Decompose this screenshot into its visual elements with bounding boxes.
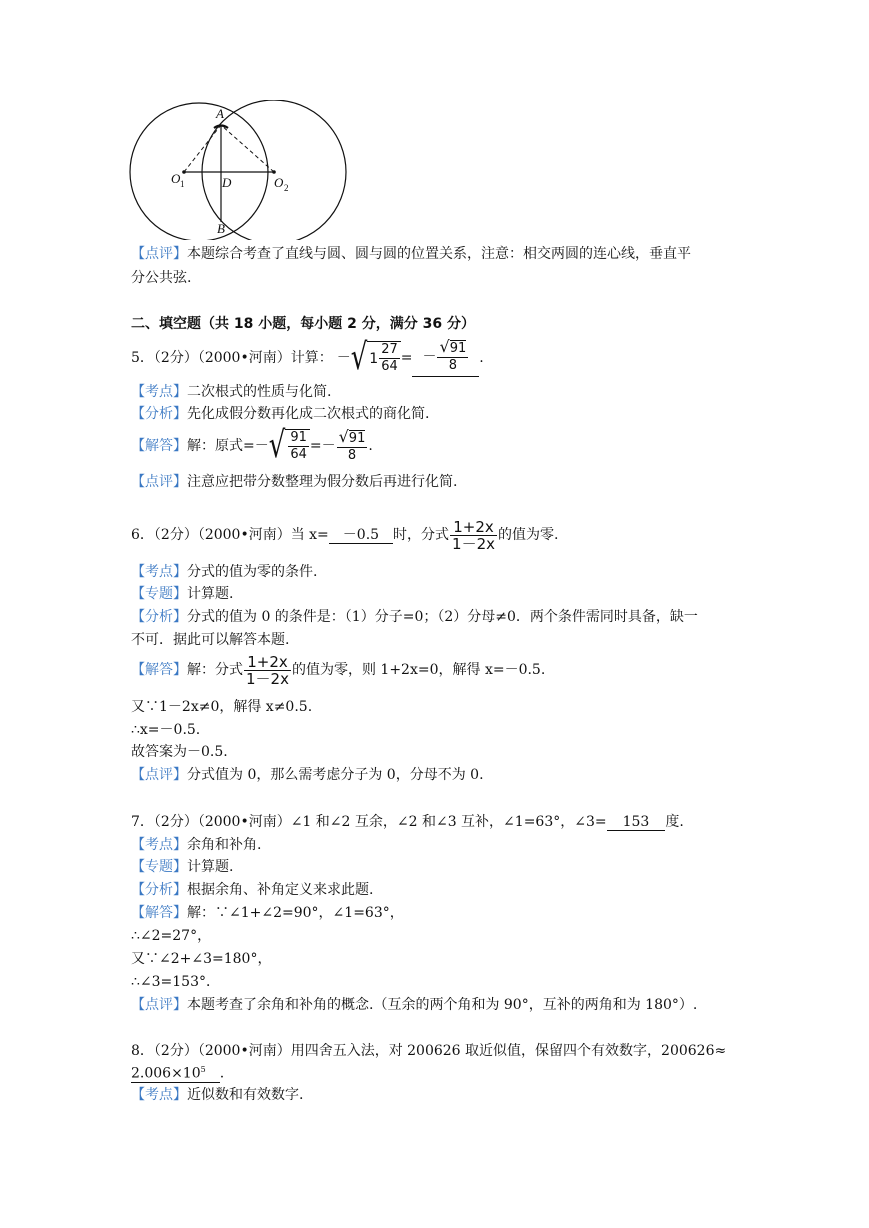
q7-dianping: 【点评】本题考查了余角和补角的概念.（互余的两个角和为 90°，互补的两角和为 180°）. bbox=[131, 997, 698, 1013]
radical-sign-icon: √ bbox=[268, 425, 286, 467]
q6-dianping: 【点评】分式值为 0，那么需考虑分子为 0，分母不为 0. bbox=[131, 767, 484, 783]
circle-o2 bbox=[202, 100, 346, 240]
q7-kaodian: 【考点】余角和补角. bbox=[131, 837, 262, 853]
q8-question: 8．（2分）（2000•河南）用四舍五入法，对 200626 取近似值，保留四个有效数字，200626≈ bbox=[131, 1043, 727, 1059]
label-o2: O bbox=[274, 175, 284, 190]
point-o1 bbox=[182, 170, 186, 174]
label-a: A bbox=[216, 106, 224, 121]
q6-answer-blank: －0.5 bbox=[329, 527, 393, 544]
q7-line4: ∴∠3=153°． bbox=[131, 974, 220, 990]
q7-line3: 又∵∠2+∠3=180°， bbox=[131, 951, 272, 967]
q8-answer-line: $2.006\times 10^5$ . bbox=[131, 1062, 224, 1084]
label-o1-sub: 1 bbox=[180, 179, 185, 189]
q7-question: 7．（2分）（2000•河南）∠1 和∠2 互余，∠2 和∠3 互补，∠1=63°，∠3= 153 度. bbox=[131, 814, 684, 830]
q4-comment-line2: 分公共弦. bbox=[131, 270, 192, 286]
q5-jieda: 【解答】 解：原式=－ √ $\frac{91}{64}$ =－ $\frac{√91}{8}$ . bbox=[131, 425, 373, 467]
q5-answer-blank: － $\frac{√91}{8}$ bbox=[412, 339, 479, 377]
q5-radical: √ 1 $\frac{27}{64}$ bbox=[351, 341, 401, 375]
label-o2-sub: 2 bbox=[284, 183, 289, 193]
q8-kaodian: 【考点】近似数和有效数字. bbox=[131, 1087, 304, 1103]
q6-fenxi-line1: 【分析】分式的值为 0 的条件是：（1）分子=0；（2）分母≠0．两个条件需同时具备，缺一 bbox=[131, 609, 698, 625]
q7-jieda: 【解答】解：∵∠1+∠2=90°，∠1=63°， bbox=[131, 905, 404, 921]
q7-line2: ∴∠2=27°， bbox=[131, 928, 212, 944]
label-o1: O bbox=[171, 171, 181, 186]
segment-o2-a bbox=[221, 125, 274, 172]
q5-fenxi: 【分析】先化成假分数再化成二次根式的商化简. bbox=[131, 406, 430, 422]
label-b: B bbox=[217, 221, 225, 236]
dianping-tag: 【点评】 bbox=[131, 246, 187, 262]
q5-kaodian: 【考点】二次根式的性质与化简. bbox=[131, 384, 332, 400]
q4-comment-line1: 【点评】本题综合考查了直线与圆、圆与圆的位置关系，注意：相交两圆的连心线，垂直平 bbox=[131, 246, 691, 262]
section-title: 二、填空题（共 18 小题，每小题 2 分，满分 36 分） bbox=[131, 316, 475, 332]
label-d: D bbox=[222, 175, 232, 190]
q8-answer-blank: $2.006\times 10^5$ bbox=[131, 1062, 220, 1083]
q7-fenxi: 【分析】根据余角、补角定义来求此题. bbox=[131, 882, 374, 898]
q6-line-ans: 故答案为－0.5. bbox=[131, 744, 228, 760]
q6-zhuanti: 【专题】计算题. bbox=[131, 586, 234, 602]
q6-line-so: ∴x=－0.5. bbox=[131, 722, 201, 738]
q6-question: 6．（2分）（2000•河南）当 x= －0.5 时，分式 $\frac{1+2x}{1-2x}$ 的值为零. bbox=[131, 517, 559, 553]
q6-kaodian: 【考点】分式的值为零的条件. bbox=[131, 564, 318, 580]
q5-dianping: 【点评】注意应把带分数整理为假分数后再进行化简. bbox=[131, 474, 458, 490]
q7-zhuanti: 【专题】计算题. bbox=[131, 859, 234, 875]
radical-sign-icon: √ bbox=[350, 337, 368, 379]
q5-question: 5．（2分）（2000•河南）计算： － √ 1 $\frac{27}{64}$ = － $\frac{√91}{8}$ . bbox=[131, 337, 484, 379]
q6-jieda: 【解答】 解：分式 $\frac{1+2x}{1-2x}$ 的值为零，则 1+2x=0，解得 x=－0.5. bbox=[131, 652, 546, 688]
q6-fenxi-line2: 不可．据此可以解答本题. bbox=[131, 632, 290, 648]
q7-answer-blank: 153 bbox=[607, 814, 666, 831]
two-circles-figure bbox=[120, 100, 360, 240]
point-o2 bbox=[272, 170, 276, 174]
q6-line-you: 又∵1－2x≠0，解得 x≠0.5. bbox=[131, 699, 313, 715]
